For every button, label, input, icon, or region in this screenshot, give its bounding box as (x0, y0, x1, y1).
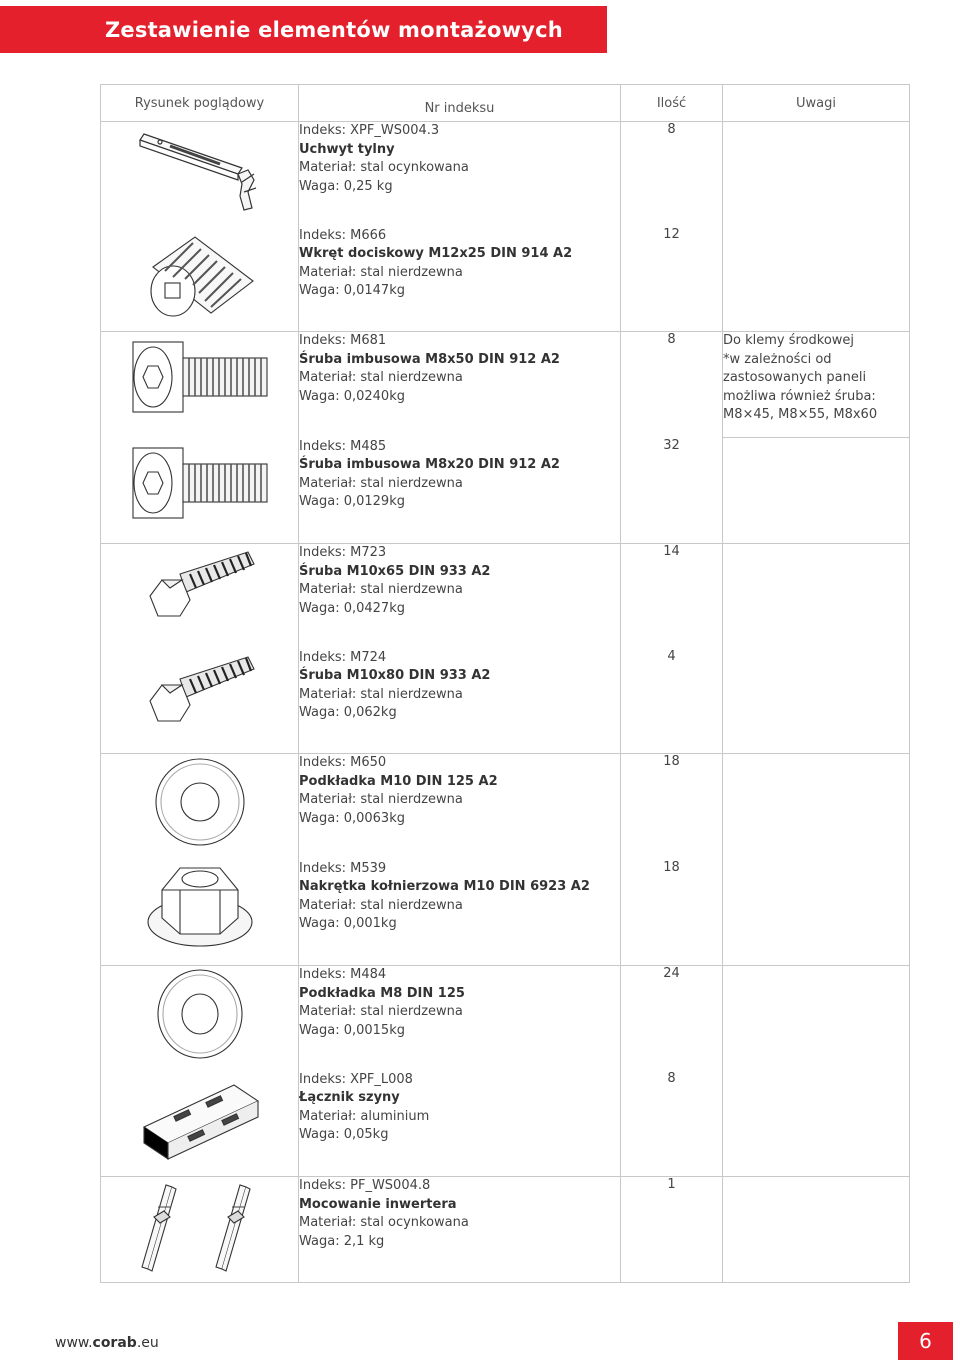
row-index: Indeks: M666 (299, 227, 387, 243)
row-qty: 8 (621, 1071, 723, 1177)
hex-socket-bolt-icon (125, 332, 275, 422)
row-weight: Waga: 0,0427kg (299, 600, 405, 616)
row-index: Indeks: XPF_L008 (299, 1071, 413, 1087)
row-index: Indeks: M485 (299, 438, 387, 454)
row-index: Indeks: M723 (299, 545, 387, 560)
row-qty: 8 (621, 332, 723, 438)
table-row (101, 122, 910, 227)
row-qty: 32 (621, 438, 723, 544)
table-row (101, 966, 910, 1071)
row-weight: Waga: 0,0129kg (299, 494, 405, 509)
row-material: Materiał: stal nierdzewna (299, 792, 463, 807)
washer-icon (145, 966, 255, 1062)
hex-socket-bolt-icon (125, 438, 275, 528)
row-picture (101, 544, 299, 649)
row-name: Śruba imbusowa M8x50 DIN 912 A2 (299, 351, 560, 367)
table-row (101, 1177, 910, 1283)
row-name: Łącznik szyny (299, 1090, 400, 1105)
row-picture (101, 966, 299, 1071)
row-material: Materiał: stal nierdzewna (299, 264, 463, 280)
page-number: 6 (898, 1322, 953, 1360)
row-picture (101, 122, 299, 227)
hex-bolt-icon (140, 649, 260, 745)
row-weight: Waga: 0,0015kg (299, 1022, 405, 1038)
inverter-mount-icon (130, 1177, 270, 1273)
header-notes: Uwagi (723, 85, 910, 122)
row-material: Materiał: stal ocynkowana (299, 160, 469, 175)
row-material: Materiał: stal nierdzewna (299, 1004, 463, 1019)
row-weight: Waga: 0,0147kg (299, 283, 405, 298)
row-material: Materiał: stal nierdzewna (299, 370, 463, 385)
row-picture (101, 438, 299, 544)
row-name: Podkładka M10 DIN 125 A2 (299, 773, 498, 789)
note-line: Do klemy środkowej (723, 333, 855, 348)
row-name: Mocowanie inwertera (299, 1196, 457, 1212)
row-name: Śruba M10x80 DIN 933 A2 (299, 668, 491, 683)
url-brand: corab (92, 1335, 137, 1351)
set-screw-icon (135, 227, 265, 323)
row-weight: Waga: 0,0240kg (299, 388, 405, 404)
row-weight: Waga: 0,25 kg (299, 178, 393, 194)
row-index: Indeks: M650 (299, 755, 387, 770)
row-index: Indeks: M539 (299, 860, 387, 876)
row-weight: Waga: 0,05kg (299, 1127, 389, 1142)
rail-connector-icon (130, 1071, 270, 1161)
table-row (101, 1071, 910, 1177)
table-row (101, 544, 910, 649)
page-title: Zestawienie elementów montażowych (105, 18, 563, 42)
row-index: Indeks: XPF_WS004.3 (299, 123, 440, 138)
row-name: Uchwyt tylny (299, 141, 395, 157)
table-row (101, 649, 910, 754)
row-name: Podkładka M8 DIN 125 (299, 985, 465, 1001)
row-picture (101, 754, 299, 860)
row-picture (101, 860, 299, 966)
header-picture: Rysunek poglądowy (101, 85, 299, 122)
hex-bolt-icon (140, 544, 260, 640)
parts-table (100, 84, 910, 1283)
title-bar (0, 6, 607, 53)
header-index: Nr indeksu (424, 100, 495, 116)
row-index: Indeks: M484 (299, 967, 387, 982)
row-qty: 8 (621, 122, 723, 227)
row-weight: Waga: 0,0063kg (299, 810, 405, 826)
row-qty: 1 (621, 1177, 723, 1283)
row-picture (101, 332, 299, 438)
row-material: Materiał: stal ocynkowana (299, 1215, 469, 1230)
url-suffix: .eu (136, 1335, 159, 1351)
note-line: zastosowanych paneli (723, 370, 867, 385)
washer-icon (145, 754, 255, 850)
row-qty: 4 (621, 649, 723, 754)
row-name: Śruba M10x65 DIN 933 A2 (299, 563, 491, 579)
note-line: *w zależności od (723, 351, 832, 367)
header-qty: Ilość (621, 85, 723, 122)
row-qty: 14 (621, 544, 723, 649)
row-qty: 24 (621, 966, 723, 1071)
note-line: możliwa również śruba: (723, 388, 876, 404)
url-prefix: www. (55, 1335, 93, 1351)
row-picture (101, 1071, 299, 1177)
table-row (101, 438, 910, 544)
note-line: M8×45, M8×55, M8x60 (723, 407, 878, 422)
row-name: Wkręt dociskowy M12x25 DIN 914 A2 (299, 246, 573, 261)
row-index: Indeks: M724 (299, 649, 387, 665)
row-material: Materiał: aluminium (299, 1108, 430, 1124)
row-picture (101, 227, 299, 332)
rear-bracket-icon (130, 122, 270, 214)
row-qty: 12 (621, 227, 723, 332)
row-qty: 18 (621, 754, 723, 860)
row-name: Śruba imbusowa M8x20 DIN 912 A2 (299, 457, 560, 472)
footer-url[interactable] (55, 1335, 159, 1351)
row-picture (101, 1177, 299, 1283)
table-row (101, 332, 910, 438)
row-weight: Waga: 0,062kg (299, 705, 397, 720)
row-index: Indeks: M681 (299, 333, 387, 348)
row-material: Materiał: stal nierdzewna (299, 686, 463, 702)
row-material: Materiał: stal nierdzewna (299, 582, 463, 597)
row-index: Indeks: PF_WS004.8 (299, 1178, 431, 1193)
flange-nut-icon (140, 860, 260, 952)
row-notes (723, 332, 910, 438)
row-qty: 18 (621, 860, 723, 966)
row-picture (101, 649, 299, 754)
row-material: Materiał: stal nierdzewna (299, 897, 463, 913)
row-material: Materiał: stal nierdzewna (299, 475, 463, 491)
table-header-row (101, 85, 910, 122)
table-row (101, 860, 910, 966)
row-name: Nakrętka kołnierzowa M10 DIN 6923 A2 (299, 879, 590, 894)
table-row (101, 754, 910, 860)
row-weight: Waga: 2,1 kg (299, 1233, 385, 1249)
row-weight: Waga: 0,001kg (299, 916, 397, 931)
table-row (101, 227, 910, 332)
